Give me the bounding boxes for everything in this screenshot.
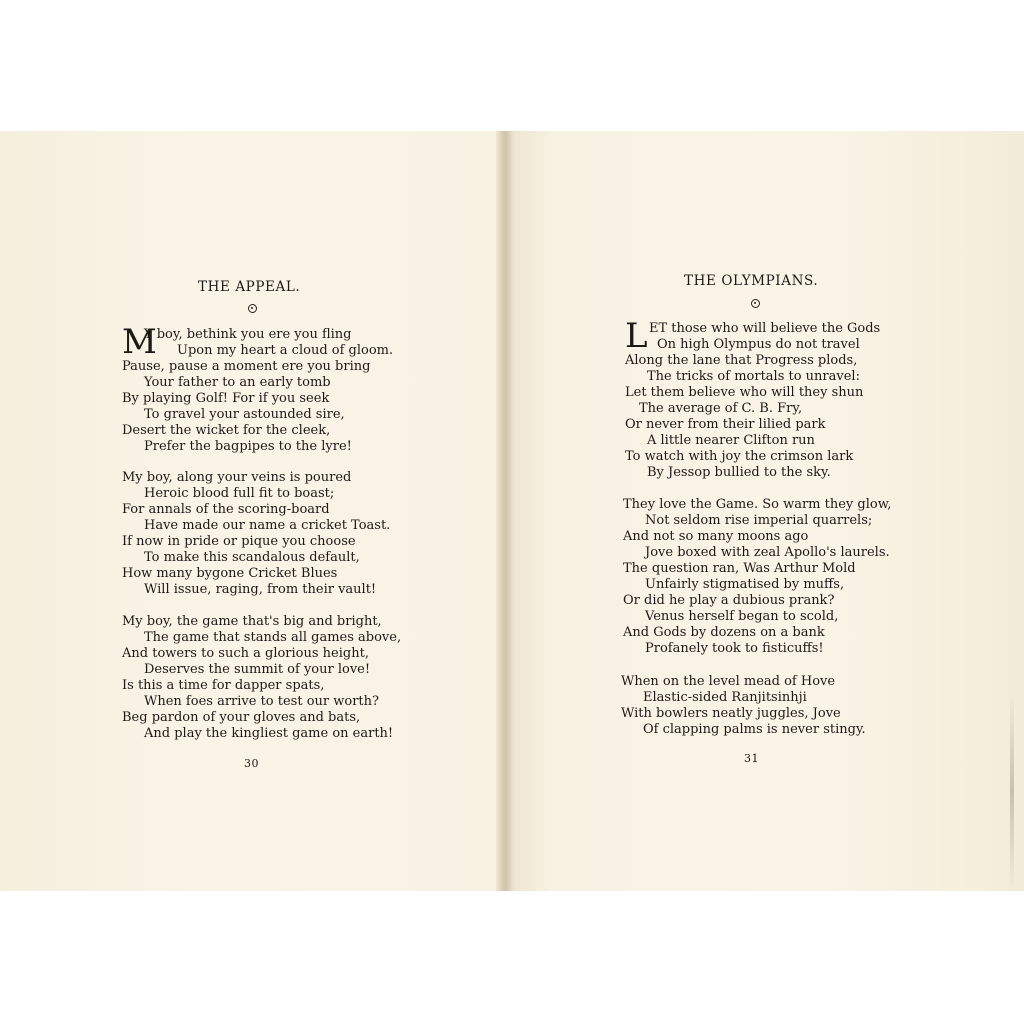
verse-line: Prefer the bagpipes to the lyre! (144, 439, 352, 454)
verse-line: ET those who will believe the Gods (649, 321, 881, 336)
drop-cap: L (625, 316, 648, 356)
verse-line: Not seldom rise imperial quarrels; (645, 513, 873, 528)
right-page-title: THE OLYMPIANS. (684, 273, 819, 289)
verse-line: Will issue, raging, from their vault! (144, 582, 377, 597)
verse-line: They love the Game. So warm they glow, (623, 497, 892, 512)
verse-line: On high Olympus do not travel (657, 337, 860, 352)
page-number-right: 31 (744, 752, 759, 765)
right-stanza-1 (625, 316, 881, 481)
verse-line: And play the kingliest game on earth! (144, 726, 394, 741)
verse-line: The question ran, Was Arthur Mold (623, 561, 856, 576)
verse-line: To gravel your astounded sire, (144, 407, 345, 422)
verse-line: Have made our name a cricket Toast. (144, 518, 391, 533)
verse-line: A little nearer Clifton run (647, 433, 815, 448)
verse-line: Upon my heart a cloud of gloom. (177, 343, 394, 358)
verse-line: If now in pride or pique you choose (122, 534, 356, 549)
verse-line: How many bygone Cricket Blues (122, 566, 338, 581)
verse-line: Is this a time for dapper spats, (122, 678, 325, 693)
verse-line: To make this scandalous default, (144, 550, 360, 565)
verse-line: To watch with joy the crimson lark (625, 449, 854, 464)
verse-line: Beg pardon of your gloves and bats, (122, 710, 361, 725)
book-gutter (496, 131, 516, 891)
ornament-icon (248, 304, 257, 313)
verse-line: Your father to an early tomb (144, 375, 331, 390)
verse-line: For annals of the scoring-board (122, 502, 330, 517)
verse-line: Jove boxed with zeal Apollo's laurels. (645, 545, 890, 560)
verse-line: When on the level mead of Hove (621, 674, 836, 689)
verse-line: Y boy, bethink you ere you fling (144, 327, 352, 342)
verse-line: And Gods by dozens on a bank (623, 625, 825, 640)
drop-cap: M (122, 322, 157, 362)
verse-line: Or did he play a dubious prank? (623, 593, 835, 608)
left-stanza-3 (122, 614, 401, 742)
verse-line: Profanely took to fisticuffs! (645, 641, 824, 656)
verse-line: My boy, along your veins is poured (122, 470, 352, 485)
verse-line: Deserves the summit of your love! (144, 662, 371, 677)
verse-line: The game that stands all games above, (144, 630, 402, 645)
verse-line: Along the lane that Progress plods, (625, 353, 858, 368)
verse-line: My boy, the game that's big and bright, (122, 614, 382, 629)
verse-line: Of clapping palms is never stingy. (643, 722, 866, 737)
ornament-icon (751, 299, 760, 308)
right-stanza-3 (621, 674, 866, 738)
left-stanza-1 (122, 322, 394, 455)
verse-line: Let them believe who will they shun (625, 385, 864, 400)
page-edge-shadow (1010, 691, 1014, 891)
verse-line: Unfairly stigmatised by muffs, (645, 577, 845, 592)
left-stanza-2 (122, 470, 390, 598)
verse-line: And not so many moons ago (623, 529, 809, 544)
verse-line: Pause, pause a moment ere you bring (122, 359, 371, 374)
verse-line: The tricks of mortals to unravel: (647, 369, 860, 384)
verse-line: Venus herself began to scold, (645, 609, 839, 624)
verse-line: Desert the wicket for the cleek, (122, 423, 331, 438)
verse-line: With bowlers neatly juggles, Jove (621, 706, 841, 721)
verse-line: Heroic blood full fit to boast; (144, 486, 335, 501)
verse-line: By Jessop bullied to the sky. (647, 465, 831, 480)
verse-line: By playing Golf! For if you seek (122, 391, 330, 406)
verse-line: Elastic-sided Ranjitsinhji (643, 690, 807, 705)
page-number-left: 30 (244, 757, 259, 770)
verse-line: Or never from their lilied park (625, 417, 826, 432)
verse-line: And towers to such a glorious height, (122, 646, 369, 661)
verse-line: When foes arrive to test our worth? (144, 694, 379, 709)
right-stanza-2 (623, 497, 891, 657)
left-page-title: THE APPEAL. (198, 279, 301, 295)
verse-line: The average of C. B. Fry, (639, 401, 803, 416)
